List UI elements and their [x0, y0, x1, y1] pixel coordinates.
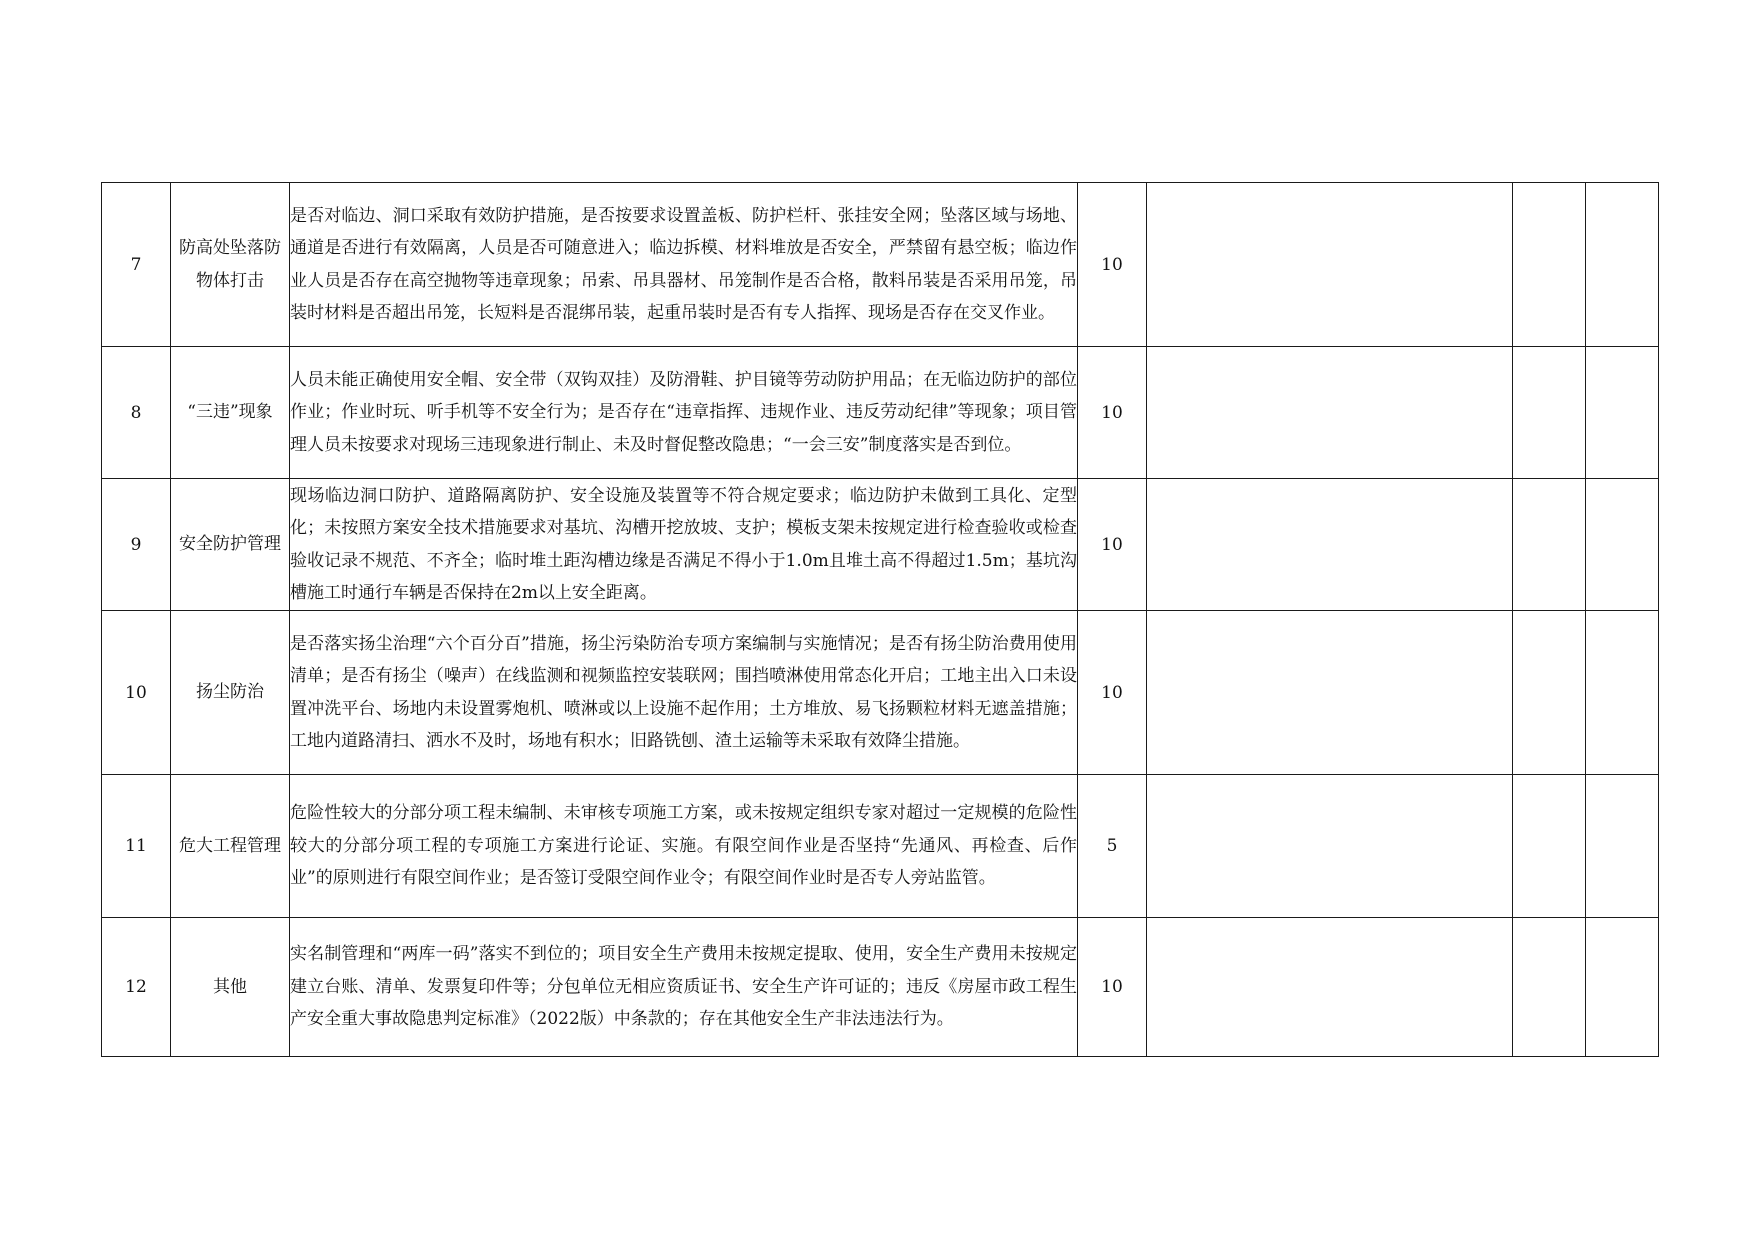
blank-cell-deduction	[1513, 347, 1586, 479]
check-item: 危大工程管理	[171, 775, 290, 918]
table-row	[102, 611, 1659, 775]
score-value: 10	[1078, 347, 1147, 479]
row-number: 8	[102, 347, 171, 479]
table-row	[102, 183, 1659, 347]
blank-cell-findings	[1147, 611, 1513, 775]
row-number: 10	[102, 611, 171, 775]
safety-checklist-table	[101, 182, 1659, 1057]
score-value: 10	[1078, 918, 1147, 1057]
checklist-page	[101, 182, 1653, 1057]
blank-cell-remark	[1586, 183, 1659, 347]
blank-cell-remark	[1586, 611, 1659, 775]
table-row	[102, 479, 1659, 611]
score-value: 5	[1078, 775, 1147, 918]
check-item: 防高处坠落防物体打击	[171, 183, 290, 347]
blank-cell-deduction	[1513, 775, 1586, 918]
table-row	[102, 918, 1659, 1057]
row-number: 11	[102, 775, 171, 918]
row-number: 9	[102, 479, 171, 611]
blank-cell-findings	[1147, 183, 1513, 347]
row-number: 7	[102, 183, 171, 347]
blank-cell-deduction	[1513, 918, 1586, 1057]
blank-cell-deduction	[1513, 183, 1586, 347]
blank-cell-deduction	[1513, 479, 1586, 611]
check-content: 危险性较大的分部分项工程未编制、未审核专项施工方案，或未按规定组织专家对超过一定规模的危险性较大的分部分项工程的专项施工方案进行论证、实施。有限空间作业是否坚持“先通风、再检查、后作业”的原则进行有限空间作业；是否签订受限空间作业令；有限空间作业时是否专人旁站监管。	[290, 775, 1078, 918]
check-content: 是否落实扬尘治理“六个百分百”措施，扬尘污染防治专项方案编制与实施情况；是否有扬尘防治费用使用清单；是否有扬尘（噪声）在线监测和视频监控安装联网；围挡喷淋使用常态化开启；工地主出入口未设置冲洗平台、场地内未设置雾炮机、喷淋或以上设施不起作用；土方堆放、易飞扬颗粒材料无遮盖措施；工地内道路清扫、洒水不及时，场地有积水；旧路铣刨、渣土运输等未采取有效降尘措施。	[290, 611, 1078, 775]
check-item: 扬尘防治	[171, 611, 290, 775]
blank-cell-findings	[1147, 918, 1513, 1057]
check-content: 实名制管理和“两库一码”落实不到位的；项目安全生产费用未按规定提取、使用，安全生产费用未按规定建立台账、清单、发票复印件等；分包单位无相应资质证书、安全生产许可证的；违反《房屋市政工程生产安全重大事故隐患判定标准》（2022版）中条款的；存在其他安全生产非法违法行为。	[290, 918, 1078, 1057]
score-value: 10	[1078, 611, 1147, 775]
check-item: “三违”现象	[171, 347, 290, 479]
check-item: 安全防护管理	[171, 479, 290, 611]
blank-cell-remark	[1586, 479, 1659, 611]
score-value: 10	[1078, 183, 1147, 347]
table-row	[102, 775, 1659, 918]
check-content: 是否对临边、洞口采取有效防护措施，是否按要求设置盖板、防护栏杆、张挂安全网；坠落区域与场地、通道是否进行有效隔离，人员是否可随意进入；临边拆模、材料堆放是否安全，严禁留有悬空板；临边作业人员是否存在高空抛物等违章现象；吊索、吊具器材、吊笼制作是否合格，散料吊装是否采用吊笼，吊装时材料是否超出吊笼，长短料是否混绑吊装，起重吊装时是否有专人指挥、现场是否存在交叉作业。	[290, 183, 1078, 347]
blank-cell-findings	[1147, 479, 1513, 611]
check-content: 人员未能正确使用安全帽、安全带（双钩双挂）及防滑鞋、护目镜等劳动防护用品；在无临边防护的部位作业；作业时玩、听手机等不安全行为；是否存在“违章指挥、违规作业、违反劳动纪律”等现象；项目管理人员未按要求对现场三违现象进行制止、未及时督促整改隐患；“一会三安”制度落实是否到位。	[290, 347, 1078, 479]
table-row	[102, 347, 1659, 479]
check-content: 现场临边洞口防护、道路隔离防护、安全设施及装置等不符合规定要求；临边防护未做到工具化、定型化；未按照方案安全技术措施要求对基坑、沟槽开挖放坡、支护；模板支架未按规定进行检查验收或检查验收记录不规范、不齐全；临时堆土距沟槽边缘是否满足不得小于1.0m且堆土高不得超过1.5m；基坑沟槽施工时通行车辆是否保持在2m以上安全距离。	[290, 479, 1078, 611]
blank-cell-remark	[1586, 775, 1659, 918]
blank-cell-deduction	[1513, 611, 1586, 775]
blank-cell-findings	[1147, 775, 1513, 918]
blank-cell-remark	[1586, 347, 1659, 479]
row-number: 12	[102, 918, 171, 1057]
blank-cell-remark	[1586, 918, 1659, 1057]
blank-cell-findings	[1147, 347, 1513, 479]
score-value: 10	[1078, 479, 1147, 611]
check-item: 其他	[171, 918, 290, 1057]
